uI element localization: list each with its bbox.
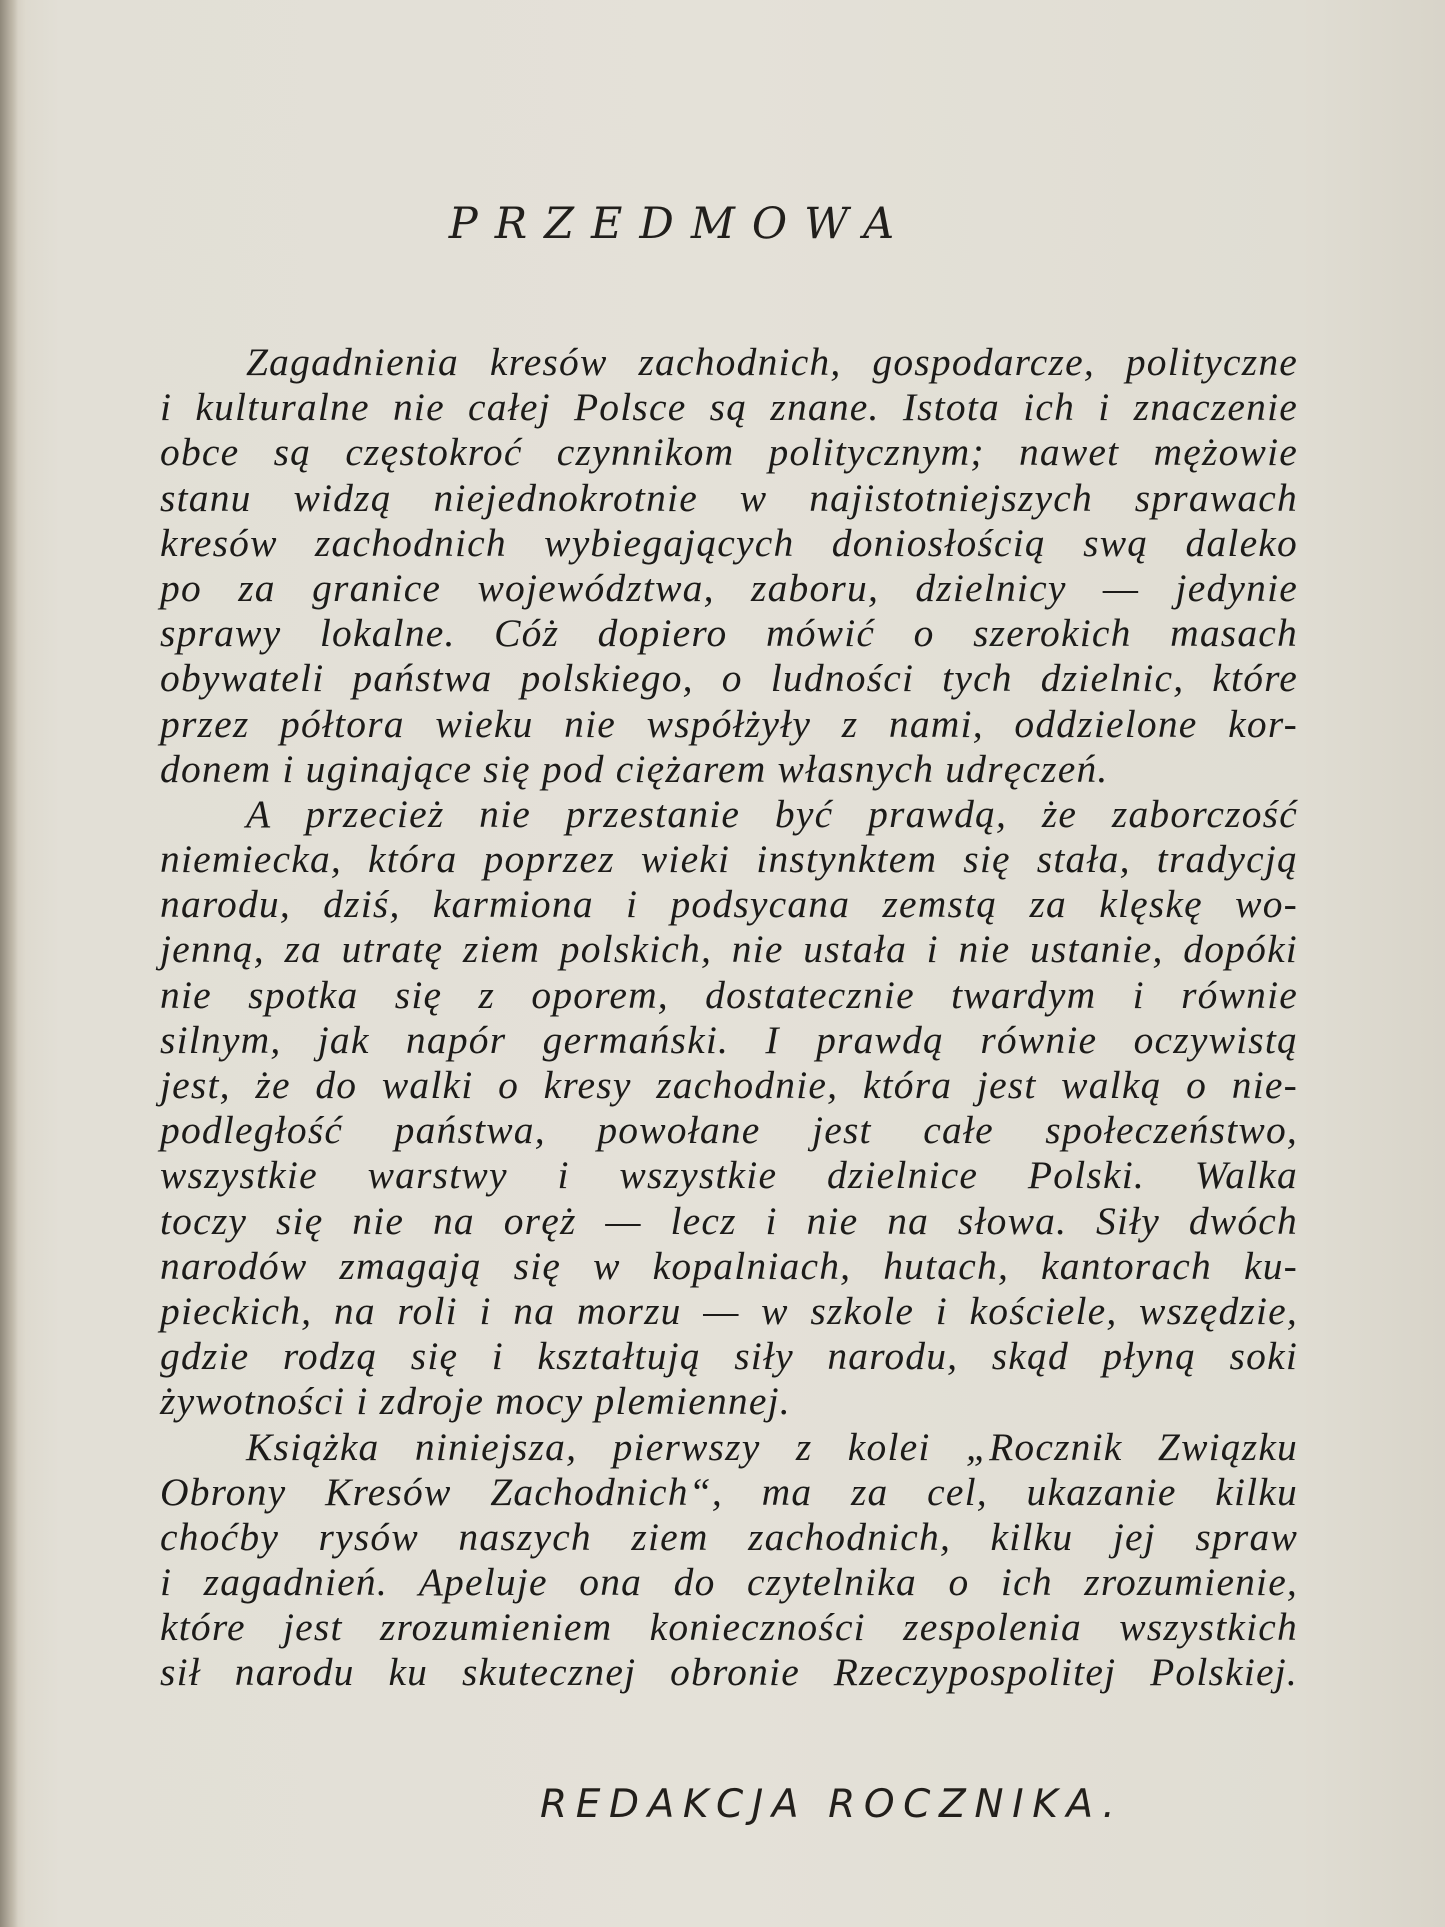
text-line: gdzie rodzą się i kształtują siły narodu, skąd płyną soki bbox=[160, 1334, 1298, 1379]
text-line: narodów zmagają się w kopalniach, hutach, kantorach ku- bbox=[160, 1243, 1298, 1288]
text-line: kresów zachodnich wybiegających doniosłością swą daleko bbox=[160, 520, 1298, 565]
text-line: przez półtora wieku nie współżyły z nami, oddzielone kor- bbox=[160, 701, 1298, 746]
text-line: Książka niniejsza, pierwszy z kolei „Rocznik Związku bbox=[246, 1424, 1298, 1469]
text-line: podległość państwa, powołane jest całe społeczeństwo, bbox=[160, 1108, 1298, 1153]
text-line: niemiecka, która poprzez wieki instynktem się stała, tradycją bbox=[160, 837, 1298, 882]
text-line: i kulturalne nie całej Polsce są znane. Istota ich i znaczenie bbox=[160, 385, 1298, 430]
text-line: silnym, jak napór germański. I prawdą równie oczywistą bbox=[160, 1017, 1298, 1062]
text-line: toczy się nie na oręż — lecz i nie na słowa. Siły dwóch bbox=[160, 1198, 1298, 1243]
page-title: PRZEDMOWA bbox=[448, 199, 912, 249]
text-line: żywotności i zdroje mocy plemiennej. bbox=[160, 1379, 791, 1424]
text-line: pieckich, na roli i na morzu — w szkole i kościele, wszędzie, bbox=[160, 1288, 1298, 1333]
text-line: jenną, za utratę ziem polskich, nie ustała i nie ustanie, dopóki bbox=[160, 927, 1298, 972]
text-line: jest, że do walki o kresy zachodnie, która jest walką o nie- bbox=[160, 1063, 1298, 1107]
text-line: stanu widzą niejednokrotnie w najistotniejszych sprawach bbox=[160, 475, 1298, 520]
signature: REDAKCJA ROCZNIKA. bbox=[540, 1782, 1124, 1827]
text-line: i zagadnień. Apeluje ona do czytelnika o ich zrozumienie, bbox=[160, 1560, 1298, 1605]
text-line: sił narodu ku skutecznej obronie Rzeczypospolitej Polskiej. bbox=[160, 1650, 1298, 1695]
text-line: Obrony Kresów Zachodnich“, ma za cel, ukazanie kilku bbox=[160, 1469, 1298, 1514]
text-line: choćby rysów naszych ziem zachodnich, kilku jej spraw bbox=[160, 1514, 1298, 1559]
text-line: po za granice województwa, zaboru, dzielnicy — jedynie bbox=[160, 565, 1298, 610]
text-line: obywateli państwa polskiego, o ludności tych dzielnic, które bbox=[160, 656, 1298, 701]
text-line: donem i uginające się pod ciężarem własnych udręczeń. bbox=[160, 746, 1109, 791]
text-line: A przecież nie przestanie być prawdą, że zaborczość bbox=[246, 791, 1298, 836]
text-line: narodu, dziś, karmiona i podsycana zemstą za klęskę wo- bbox=[160, 882, 1298, 927]
text-line: nie spotka się z oporem, dostatecznie twardym i równie bbox=[160, 972, 1298, 1017]
text-line: Zagadnienia kresów zachodnich, gospodarcze, polityczne bbox=[246, 340, 1298, 384]
text-line: obce są częstokroć czynnikom politycznym; nawet mężowie bbox=[160, 430, 1298, 475]
text-line: wszystkie warstwy i wszystkie dzielnice Polski. Walka bbox=[160, 1153, 1298, 1198]
preface-body bbox=[160, 340, 1298, 1696]
text-line: które jest zrozumieniem konieczności zespolenia wszystkich bbox=[160, 1605, 1298, 1650]
text-line: sprawy lokalne. Cóż dopiero mówić o szerokich masach bbox=[160, 611, 1298, 656]
